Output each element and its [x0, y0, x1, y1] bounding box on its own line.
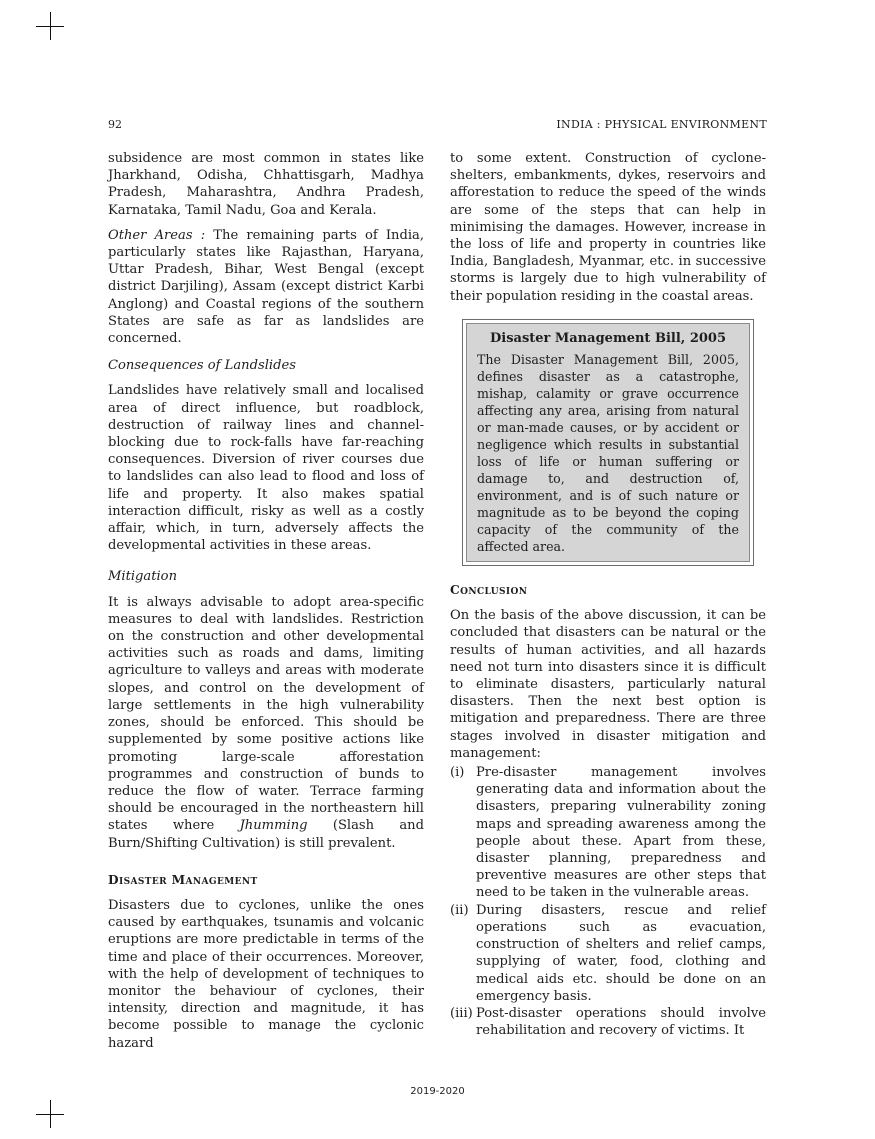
footer-year: 2019-2020	[410, 1086, 465, 1097]
left-column	[108, 150, 424, 1060]
info-box-text: The Disaster Management Bill, 2005, defines disaster as a catastrophe, mishap, calamity or grave occurrence affecting any area, arising from natural or man-made causes, or by accident or negligence which results in substantial loss of life or human suffering or damage to, and destruction of, environment, and is of such nature or magnitude as to be beyond the coping capacity of the community of the affected area.	[477, 352, 739, 555]
conclusion-heading: Conclusion	[450, 583, 528, 598]
list-item	[450, 1005, 766, 1039]
list-marker: (iii)	[450, 1005, 473, 1021]
paragraph-conclusion: On the basis of the above discussion, it can be concluded that disasters can be natural or the results of human activities, and all hazards need not turn into disasters since it is difficult to eliminate disasters, particularly natural disasters. Then the next best option is mitigation and preparedness. There are three stages involved in disaster mitigation and management:	[450, 608, 766, 761]
list-marker: (i)	[450, 765, 465, 781]
list-item-text: Pre-disaster management involves generating data and information about the disasters, preparing vulnerability zoning maps and spreading awareness among the people about these. Apart from these, disaster planning, preparedness and preventive measures are other steps that need to be taken in the vulnerable areas.	[476, 765, 766, 901]
page-number: 92	[108, 118, 122, 131]
list-marker: (ii)	[450, 902, 469, 918]
consequences-heading: Consequences of Landslides	[108, 358, 296, 374]
paragraph-other-areas	[108, 227, 424, 347]
list-item-text: Post-disaster operations should involve rehabilitation and recovery of victims. It	[476, 1005, 766, 1039]
mitigation-heading: Mitigation	[108, 569, 177, 585]
list-item	[450, 764, 766, 902]
other-areas-label: Other Areas :	[108, 227, 206, 243]
paragraph-subsidence: subsidence are most common in states like Jharkhand, Odisha, Chhattisgarh, Madhya Pradesh, Maharashtra, Andhra Pradesh, Karnataka, Tamil Nadu, Goa and Kerala.	[108, 151, 424, 218]
mitigation-text-a: It is always advisable to adopt area-specific measures to deal with landslides. Restriction on the construction and other developmental activities such as roads and dams, limiting agriculture to valleys and areas with moderate slopes, and control on the development of large settlements in the high vulnerability zones, should be enforced. This should be supplemented by some positive actions like promoting large-scale afforestation programmes and construction of bunds to reduce the flow of water. Terrace farming should be encouraged in the northeastern hill states where	[108, 594, 424, 834]
running-title: INDIA : PHYSICAL ENVIRONMENT	[556, 118, 767, 131]
jhumming-term: Jhumming	[239, 818, 308, 834]
crop-mark-top-left	[36, 12, 64, 40]
info-box	[462, 319, 754, 566]
mitigation-text-b: (Slash and Burn/Shifting Cultivation) is still prevalent.	[108, 818, 424, 851]
paragraph-consequences: Landslides have relatively small and localised area of direct influence, but roadblock, destruction of railway lines and channel-blocking due to rock-falls have far-reaching consequences. Diversion of river courses due to landslides can also lead to flood and loss of life and property. It also makes spatial interaction difficult, risky as well as a costly affair, which, in turn, adversely affects the developmental activities in these areas.	[108, 383, 424, 554]
info-box-title: Disaster Management Bill, 2005	[489, 330, 727, 346]
right-column	[450, 150, 766, 1039]
paragraph-cyclone-measures: to some extent. Construction of cyclone-shelters, embankments, dykes, reservoirs and afforestation to reduce the speed of the winds are some of the steps that can help in minimising the damages. However, increase in the loss of life and property in countries like India, Bangladesh, Myanmar, etc. in successive storms is largely due to high vulnerability of their population residing in the coastal areas.	[450, 151, 766, 304]
paragraph-mitigation	[108, 594, 424, 852]
list-item	[450, 902, 766, 1005]
stages-list	[450, 764, 766, 1039]
crop-mark-bottom-left	[36, 1100, 64, 1128]
paragraph-disaster-management: Disasters due to cyclones, unlike the ones caused by earthquakes, tsunamis and volcanic eruptions are more predictable in terms of the time and place of their occurrences. Moreover, with the help of development of techniques to monitor the behaviour of cyclones, their intensity, direction and magnitude, it has become possible to manage the cyclonic hazard	[108, 897, 424, 1051]
disaster-management-heading: Disaster Management	[108, 872, 258, 887]
info-box-inner	[466, 323, 750, 562]
list-item-text: During disasters, rescue and relief operations such as evacuation, construction of shelters and relief camps, supplying of water, food, clothing and medical aids etc. should be done on an emergency basis.	[476, 902, 766, 1004]
other-areas-text: The remaining parts of India, particularly states like Rajasthan, Haryana, Uttar Pradesh, Bihar, West Bengal (except district Darjiling), Assam (except district Karbi Anglong) and Coastal regions of the southern States are safe as far as landslides are concerned.	[108, 227, 424, 347]
